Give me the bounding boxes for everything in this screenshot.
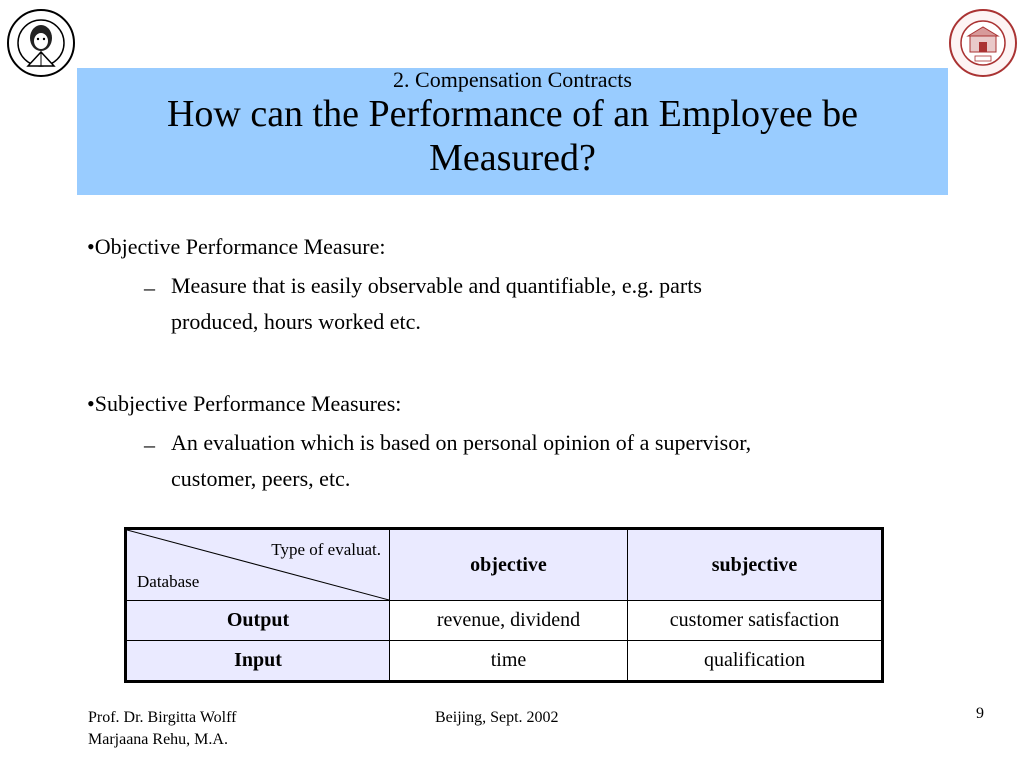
row-header-output: Output: [126, 601, 390, 641]
table-header-row: [126, 529, 883, 601]
table-cell: revenue, dividend: [390, 601, 628, 641]
table-row: [126, 601, 883, 641]
slide-title-line-1: How can the Performance of an Employee be: [166, 93, 859, 135]
footer-author-line: Prof. Dr. Birgitta Wolff: [88, 709, 237, 726]
sub-bullet-line: Measure that is easily observable and quantifiable, e.g. parts: [171, 273, 702, 298]
table-row: [126, 641, 883, 682]
sub-bullet-objective-definition: [171, 268, 941, 340]
table-cell: qualification: [628, 641, 883, 682]
row-header-input: Input: [126, 641, 390, 682]
slide-subtitle: 2. Compensation Contracts: [393, 67, 632, 92]
evaluation-matrix-table: [124, 527, 884, 683]
slide-title-banner: [77, 68, 948, 195]
corner-label-type-of-evaluation: Type of evaluat.: [271, 540, 381, 559]
column-header-objective: objective: [390, 529, 628, 601]
table-cell: time: [390, 641, 628, 682]
sub-bullet-line: produced, hours worked etc.: [171, 309, 421, 334]
sub-bullet-subjective-definition: [171, 425, 941, 497]
sub-bullet-line: customer, peers, etc.: [171, 466, 351, 491]
column-header-subjective: subjective: [628, 529, 883, 601]
table-cell: customer satisfaction: [628, 601, 883, 641]
footer-place-date: Beijing, Sept. 2002: [435, 709, 559, 726]
bullet-subjective-measures: •Subjective Performance Measures:: [87, 391, 402, 416]
sub-bullet-line: An evaluation which is based on personal opinion of a supervisor,: [171, 430, 752, 455]
sub-bullet-dash: –: [144, 432, 155, 457]
bullet-objective-measure: •Objective Performance Measure:: [87, 234, 386, 259]
university-seal-left-logo: [6, 8, 76, 78]
sub-bullet-dash: –: [144, 275, 155, 300]
slide-title-line-2: Measured?: [429, 137, 596, 179]
footer-author-line: Marjaana Rehu, M.A.: [88, 731, 228, 748]
corner-label-database: Database: [137, 572, 200, 591]
university-seal-right-logo: [948, 8, 1018, 78]
page-number: 9: [976, 705, 984, 722]
footer-authors: [88, 707, 237, 751]
table-corner-cell: [126, 529, 390, 601]
